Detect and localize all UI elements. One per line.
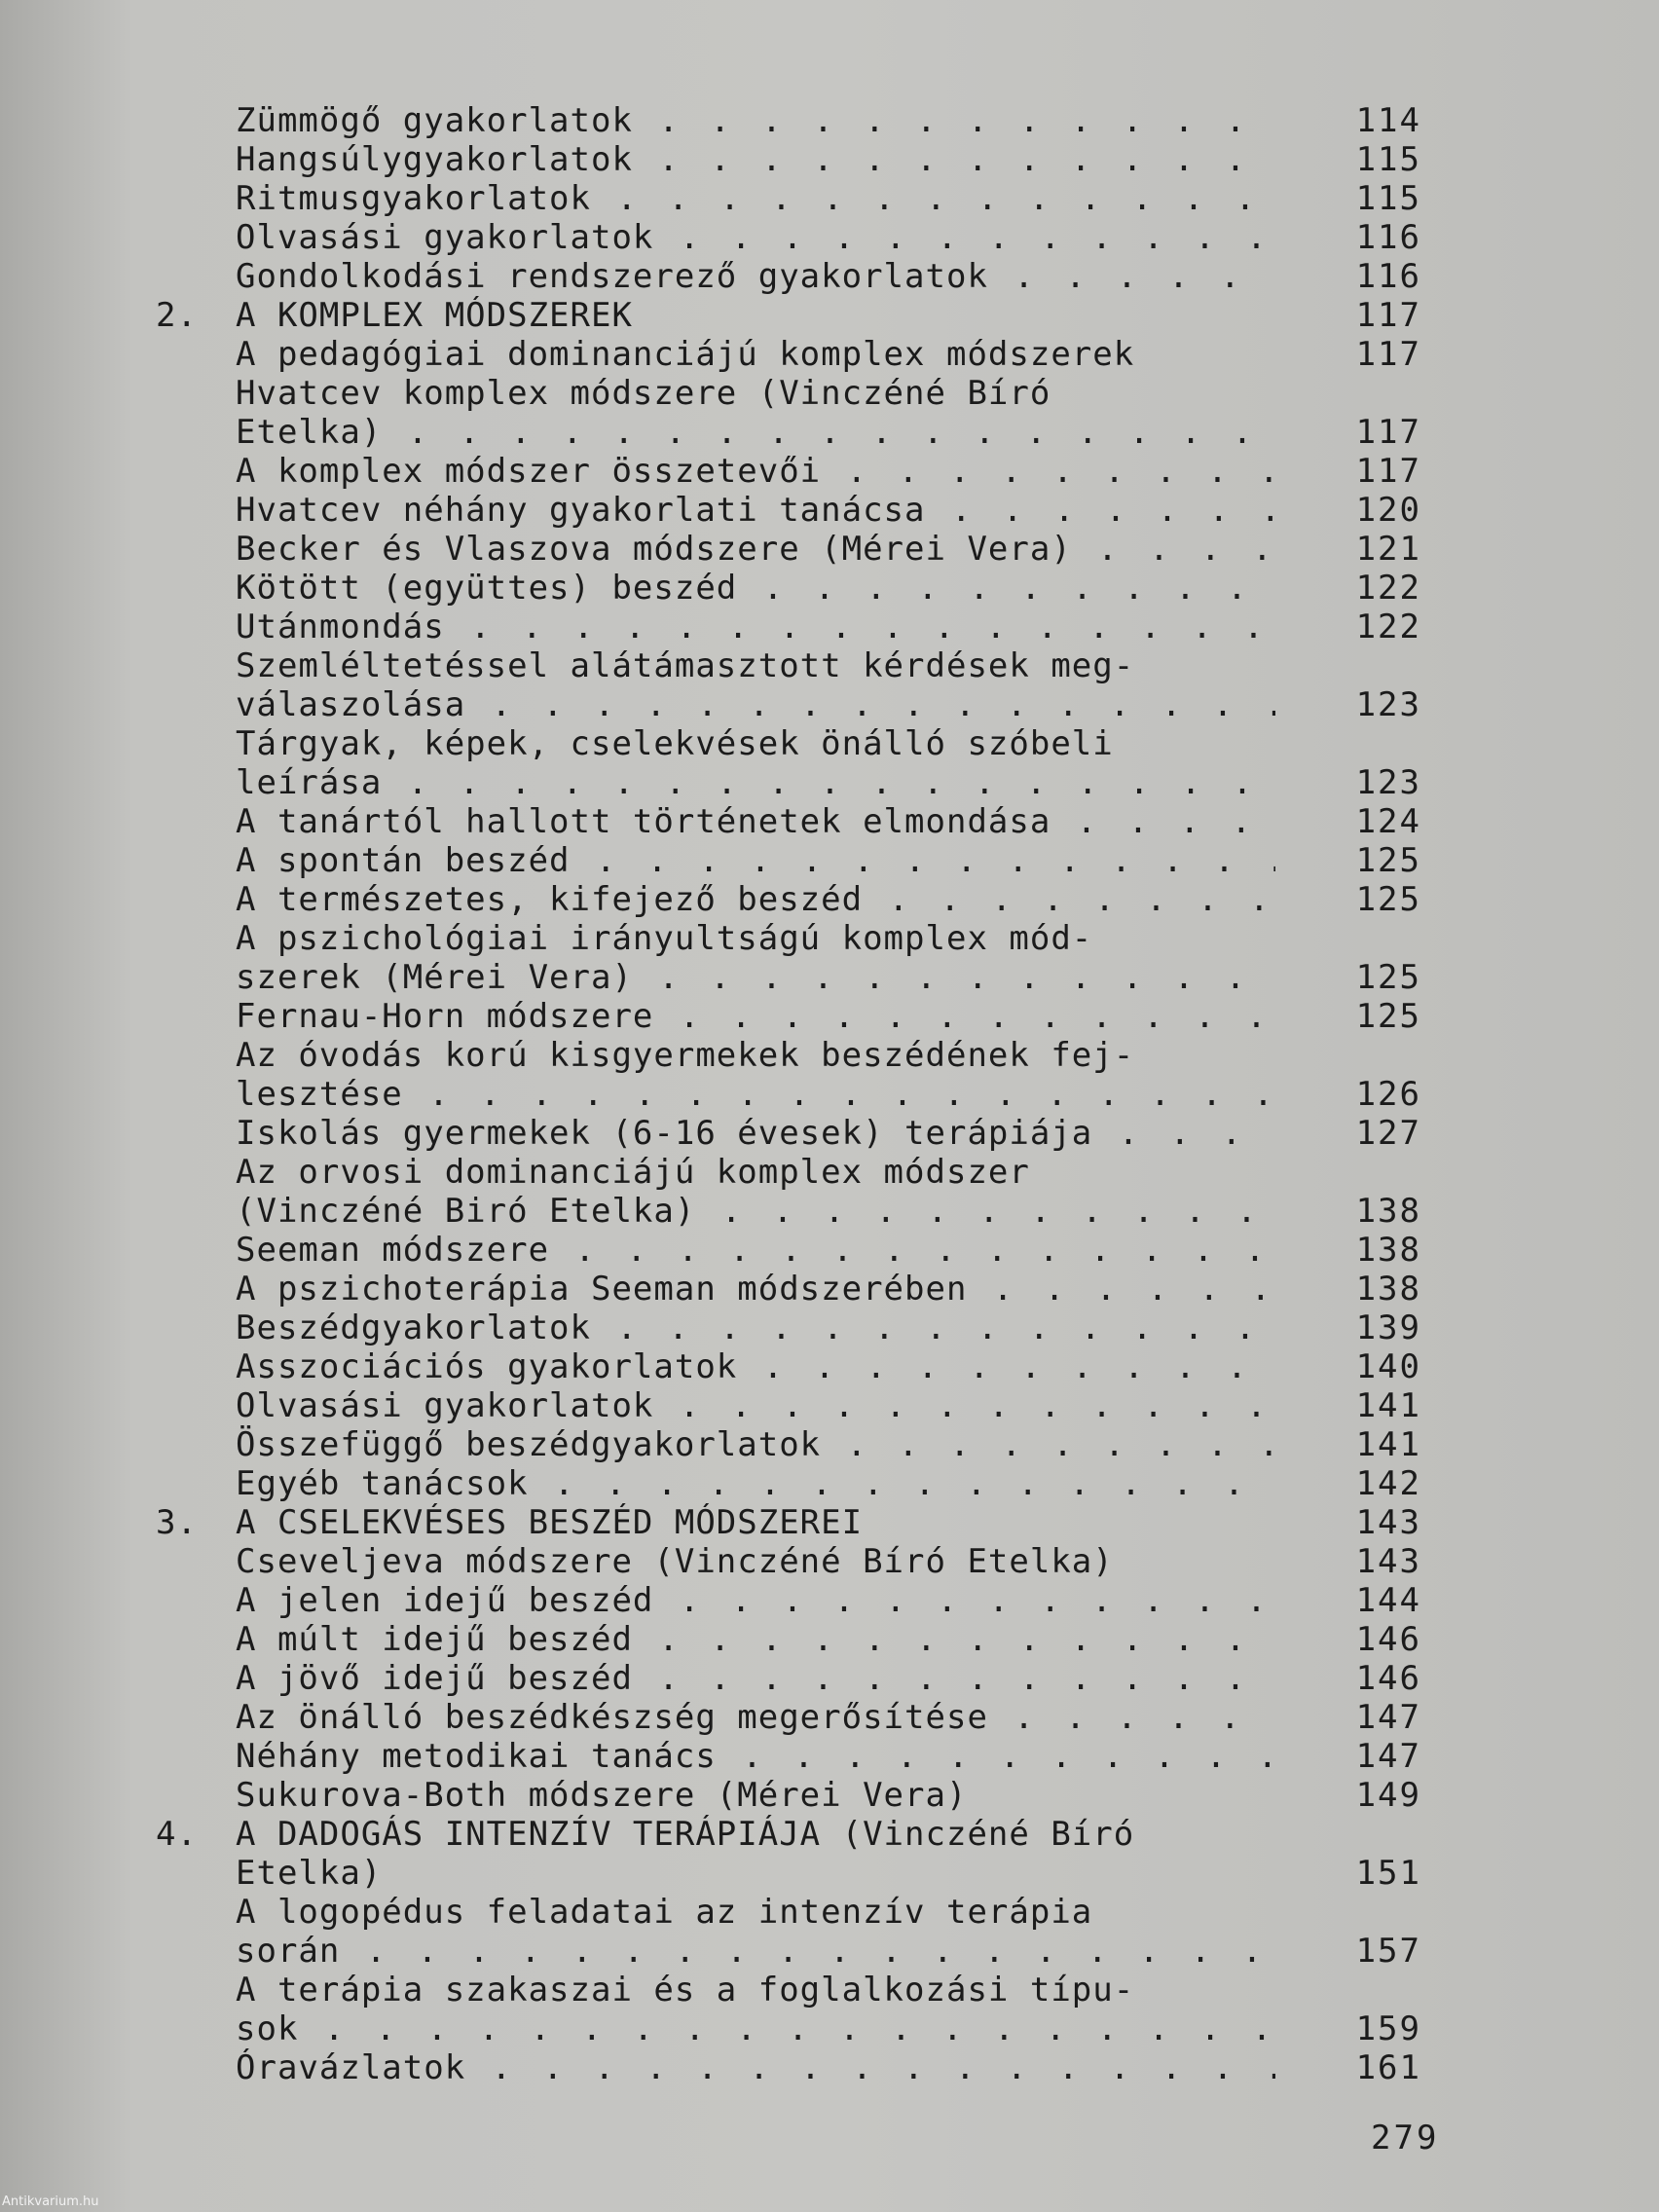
entry-title-text: A tanártól hallott történetek elmondása bbox=[236, 802, 1051, 841]
entry-page-number: 147 bbox=[1355, 1737, 1421, 1776]
entry-page-number: 125 bbox=[1355, 958, 1421, 997]
entry-title-text: Sukurova-Both módszere (Mérei Vera) bbox=[236, 1776, 968, 1815]
toc-entry bbox=[156, 413, 1441, 452]
toc-entry bbox=[156, 1776, 1441, 1815]
toc-entry bbox=[156, 685, 1441, 724]
entry-title-text: A jövő idejű beszéd bbox=[236, 1659, 633, 1698]
toc-entry bbox=[156, 763, 1441, 802]
toc-entry bbox=[156, 724, 1441, 763]
toc-entry bbox=[156, 841, 1441, 880]
toc-entry bbox=[156, 880, 1441, 919]
entry-title-text: (Vinczéné Biró Etelka) bbox=[236, 1192, 696, 1231]
entry-page-number: 127 bbox=[1355, 1114, 1421, 1153]
entry-title bbox=[236, 997, 1275, 1036]
entry-page-number: 116 bbox=[1355, 218, 1421, 257]
toc-entry bbox=[156, 452, 1441, 491]
entry-title bbox=[236, 1620, 1275, 1659]
entry-title-text: Az óvodás korú kisgyermekek beszédének fej- bbox=[236, 1036, 1135, 1075]
entry-page-number: 146 bbox=[1355, 1659, 1421, 1698]
toc-entry bbox=[156, 1386, 1441, 1425]
entry-page-number: 115 bbox=[1355, 140, 1421, 179]
entry-title-text: Hvatcev komplex módszere (Vinczéné Bíró bbox=[236, 374, 1051, 413]
toc-entry bbox=[156, 491, 1441, 530]
toc-entry bbox=[156, 1464, 1441, 1503]
entry-page-number: 117 bbox=[1355, 296, 1421, 335]
entry-title bbox=[236, 413, 1275, 452]
entry-title-text: Kötött (együttes) beszéd bbox=[236, 569, 738, 608]
toc-entry bbox=[156, 296, 1441, 335]
entry-title-text: Asszociációs gyakorlatok bbox=[236, 1347, 738, 1386]
toc-entry bbox=[156, 1153, 1441, 1192]
entry-title-text: Az orvosi dominanciájú komplex módszer bbox=[236, 1153, 1030, 1192]
entry-title bbox=[236, 841, 1275, 880]
entry-title bbox=[236, 880, 1275, 919]
entry-title-text: A természetes, kifejező beszéd bbox=[236, 880, 864, 919]
entry-title-text: Hvatcev néhány gyakorlati tanácsa bbox=[236, 491, 926, 530]
entry-title-text: A CSELEKVÉSES BESZÉD MÓDSZEREI bbox=[236, 1503, 864, 1542]
entry-title bbox=[236, 1659, 1275, 1698]
entry-page-number: 125 bbox=[1355, 880, 1421, 919]
entry-title-text: Óravázlatok bbox=[236, 2048, 466, 2087]
entry-title bbox=[236, 1386, 1275, 1425]
entry-page-number: 120 bbox=[1355, 491, 1421, 530]
entry-title-text: Hangsúlygyakorlatok bbox=[236, 140, 633, 179]
entry-title-text: Etelka) bbox=[236, 413, 383, 452]
section-number: 4. bbox=[156, 1815, 198, 1854]
toc-entry bbox=[156, 1542, 1441, 1581]
section-number: 3. bbox=[156, 1503, 198, 1542]
toc-entry bbox=[156, 1659, 1441, 1698]
entry-page-number: 125 bbox=[1355, 841, 1421, 880]
entry-title-text: A múlt idejű beszéd bbox=[236, 1620, 633, 1659]
entry-page-number: 146 bbox=[1355, 1620, 1421, 1659]
toc-entry bbox=[156, 1620, 1441, 1659]
entry-title bbox=[236, 919, 1275, 958]
entry-title bbox=[236, 1425, 1275, 1464]
toc-entry bbox=[156, 374, 1441, 413]
entry-page-number: 157 bbox=[1355, 1932, 1421, 1971]
entry-title bbox=[236, 1114, 1275, 1153]
entry-title bbox=[236, 1464, 1275, 1503]
toc-entry bbox=[156, 569, 1441, 608]
entry-title-text: válaszolása bbox=[236, 685, 466, 724]
toc-entry bbox=[156, 1309, 1441, 1347]
toc-entry bbox=[156, 1893, 1441, 1932]
entry-page-number: 126 bbox=[1355, 1075, 1421, 1114]
toc-entry bbox=[156, 608, 1441, 646]
entry-title bbox=[236, 452, 1275, 491]
entry-title bbox=[236, 1893, 1275, 1932]
entry-title bbox=[236, 374, 1275, 413]
entry-title bbox=[236, 101, 1275, 140]
entry-title-text: szerek (Mérei Vera) bbox=[236, 958, 633, 997]
entry-page-number: 123 bbox=[1355, 685, 1421, 724]
entry-title-text: Olvasási gyakorlatok bbox=[236, 1386, 654, 1425]
toc-entry bbox=[156, 1854, 1441, 1893]
entry-page-number: 138 bbox=[1355, 1231, 1421, 1270]
toc-entry bbox=[156, 179, 1441, 218]
entry-title bbox=[236, 646, 1275, 685]
toc-entry bbox=[156, 1270, 1441, 1309]
entry-title bbox=[236, 1815, 1275, 1854]
entry-title bbox=[236, 1776, 1275, 1815]
toc-entry bbox=[156, 1036, 1441, 1075]
entry-title bbox=[236, 1036, 1275, 1075]
entry-title-text: leírása bbox=[236, 763, 383, 802]
toc-entry bbox=[156, 1347, 1441, 1386]
entry-title bbox=[236, 1854, 1275, 1893]
entry-title-text: A logopédus feladatai az intenzív terápia bbox=[236, 1893, 1093, 1932]
entry-page-number: 149 bbox=[1355, 1776, 1421, 1815]
entry-page-number: 138 bbox=[1355, 1270, 1421, 1309]
entry-title bbox=[236, 1503, 1275, 1542]
entry-title bbox=[236, 1932, 1275, 1971]
entry-title-text: sok bbox=[236, 2009, 299, 2048]
entry-title bbox=[236, 1347, 1275, 1386]
entry-title-text: Néhány metodikai tanács bbox=[236, 1737, 717, 1776]
entry-page-number: 143 bbox=[1355, 1503, 1421, 1542]
entry-title bbox=[236, 958, 1275, 997]
entry-title-text: A KOMPLEX MÓDSZEREK bbox=[236, 296, 633, 335]
entry-title-text: A pedagógiai dominanciájú komplex módszerek bbox=[236, 335, 1135, 374]
toc-entry bbox=[156, 1815, 1441, 1854]
entry-title bbox=[236, 1075, 1275, 1114]
entry-page-number: 114 bbox=[1355, 101, 1421, 140]
entry-title-text: Az önálló beszédkészség megerősítése bbox=[236, 1698, 988, 1737]
entry-title-text: A pszichoterápia Seeman módszerében bbox=[236, 1270, 968, 1309]
toc-entry bbox=[156, 101, 1441, 140]
entry-page-number: 115 bbox=[1355, 179, 1421, 218]
entry-title bbox=[236, 491, 1275, 530]
toc-entry bbox=[156, 1114, 1441, 1153]
entry-page-number: 151 bbox=[1355, 1854, 1421, 1893]
entry-title bbox=[236, 257, 1275, 296]
entry-title-text: Ritmusgyakorlatok bbox=[236, 179, 591, 218]
entry-title bbox=[236, 335, 1275, 374]
section-number: 2. bbox=[156, 296, 198, 335]
entry-title-text: A terápia szakaszai és a foglalkozási típu- bbox=[236, 1971, 1135, 2009]
entry-page-number: 159 bbox=[1355, 2009, 1421, 2048]
entry-page-number: 141 bbox=[1355, 1386, 1421, 1425]
entry-title bbox=[236, 2048, 1275, 2087]
toc-entry bbox=[156, 1231, 1441, 1270]
entry-title bbox=[236, 530, 1275, 569]
entry-page-number: 124 bbox=[1355, 802, 1421, 841]
toc-entry bbox=[156, 2009, 1441, 2048]
entry-title bbox=[236, 1698, 1275, 1737]
entry-title bbox=[236, 1737, 1275, 1776]
entry-title-text: Beszédgyakorlatok bbox=[236, 1309, 591, 1347]
entry-page-number: 117 bbox=[1355, 452, 1421, 491]
entry-page-number: 142 bbox=[1355, 1464, 1421, 1503]
entry-title bbox=[236, 608, 1275, 646]
entry-title-text: Tárgyak, képek, cselekvések önálló szóbeli bbox=[236, 724, 1114, 763]
toc-entry bbox=[156, 1503, 1441, 1542]
toc-entry bbox=[156, 997, 1441, 1036]
entry-title-text: Etelka) bbox=[236, 1854, 383, 1893]
toc-entry bbox=[156, 1075, 1441, 1114]
entry-page-number: 117 bbox=[1355, 335, 1421, 374]
entry-title bbox=[236, 1231, 1275, 1270]
toc-entry bbox=[156, 1698, 1441, 1737]
entry-title-text: Összefüggő beszédgyakorlatok bbox=[236, 1425, 822, 1464]
toc-entry bbox=[156, 530, 1441, 569]
entry-page-number: 161 bbox=[1355, 2048, 1421, 2087]
table-of-contents bbox=[156, 101, 1441, 2087]
entry-title-text: A spontán beszéd bbox=[236, 841, 571, 880]
entry-page-number: 117 bbox=[1355, 413, 1421, 452]
entry-page-number: 147 bbox=[1355, 1698, 1421, 1737]
entry-title-text: Zümmögő gyakorlatok bbox=[236, 101, 633, 140]
entry-title-text: Szemléltetéssel alátámasztott kérdések meg- bbox=[236, 646, 1135, 685]
entry-page-number: 143 bbox=[1355, 1542, 1421, 1581]
entry-title bbox=[236, 1581, 1275, 1620]
entry-title-text: Iskolás gyermekek (6-16 évesek) terápiája bbox=[236, 1114, 1093, 1153]
entry-title bbox=[236, 569, 1275, 608]
entry-title-text: Seeman módszere bbox=[236, 1231, 550, 1270]
entry-title bbox=[236, 1542, 1275, 1581]
entry-page-number: 125 bbox=[1355, 997, 1421, 1036]
entry-page-number: 122 bbox=[1355, 608, 1421, 646]
entry-page-number: 141 bbox=[1355, 1425, 1421, 1464]
entry-title bbox=[236, 218, 1275, 257]
entry-title bbox=[236, 1971, 1275, 2009]
entry-title bbox=[236, 140, 1275, 179]
page-number: 279 bbox=[1371, 2119, 1440, 2157]
entry-title-text: Cseveljeva módszere (Vinczéné Bíró Etelka) bbox=[236, 1542, 1114, 1581]
toc-entry bbox=[156, 1932, 1441, 1971]
toc-entry bbox=[156, 919, 1441, 958]
entry-title-text: A DADOGÁS INTENZÍV TERÁPIÁJA (Vinczéné Bíró bbox=[236, 1815, 1135, 1854]
entry-title bbox=[236, 1153, 1275, 1192]
entry-title-text: A jelen idejű beszéd bbox=[236, 1581, 654, 1620]
entry-title bbox=[236, 1270, 1275, 1309]
entry-title bbox=[236, 2009, 1275, 2048]
entry-title-text: Utánmondás bbox=[236, 608, 445, 646]
entry-title bbox=[236, 724, 1275, 763]
toc-entry bbox=[156, 257, 1441, 296]
toc-entry bbox=[156, 958, 1441, 997]
entry-title-text: Gondolkodási rendszerező gyakorlatok bbox=[236, 257, 988, 296]
toc-entry bbox=[156, 335, 1441, 374]
entry-page-number: 144 bbox=[1355, 1581, 1421, 1620]
toc-entry bbox=[156, 140, 1441, 179]
entry-page-number: 138 bbox=[1355, 1192, 1421, 1231]
entry-page-number: 116 bbox=[1355, 257, 1421, 296]
entry-title-text: A pszichológiai irányultságú komplex mód- bbox=[236, 919, 1093, 958]
toc-entry bbox=[156, 1581, 1441, 1620]
entry-title bbox=[236, 1192, 1275, 1231]
entry-title bbox=[236, 763, 1275, 802]
entry-title-text: lesztése bbox=[236, 1075, 403, 1114]
toc-entry bbox=[156, 1737, 1441, 1776]
entry-page-number: 140 bbox=[1355, 1347, 1421, 1386]
toc-entry bbox=[156, 1971, 1441, 2009]
entry-title bbox=[236, 179, 1275, 218]
entry-title-text: során bbox=[236, 1932, 341, 1971]
entry-page-number: 122 bbox=[1355, 569, 1421, 608]
entry-title-text: Fernau-Horn módszere bbox=[236, 997, 654, 1036]
entry-title-text: A komplex módszer összetevői bbox=[236, 452, 822, 491]
entry-page-number: 139 bbox=[1355, 1309, 1421, 1347]
entry-title-text: Egyéb tanácsok bbox=[236, 1464, 529, 1503]
toc-entry bbox=[156, 218, 1441, 257]
toc-entry bbox=[156, 1192, 1441, 1231]
watermark-text: Antikvarium.hu bbox=[2, 2194, 99, 2209]
toc-entry bbox=[156, 802, 1441, 841]
toc-entry bbox=[156, 2048, 1441, 2087]
entry-page-number: 121 bbox=[1355, 530, 1421, 569]
entry-title bbox=[236, 296, 1275, 335]
toc-entry bbox=[156, 1425, 1441, 1464]
entry-title-text: Olvasási gyakorlatok bbox=[236, 218, 654, 257]
toc-entry bbox=[156, 646, 1441, 685]
entry-title bbox=[236, 802, 1275, 841]
entry-title-text: Becker és Vlaszova módszere (Mérei Vera) bbox=[236, 530, 1072, 569]
entry-title bbox=[236, 685, 1275, 724]
entry-page-number: 123 bbox=[1355, 763, 1421, 802]
entry-title bbox=[236, 1309, 1275, 1347]
